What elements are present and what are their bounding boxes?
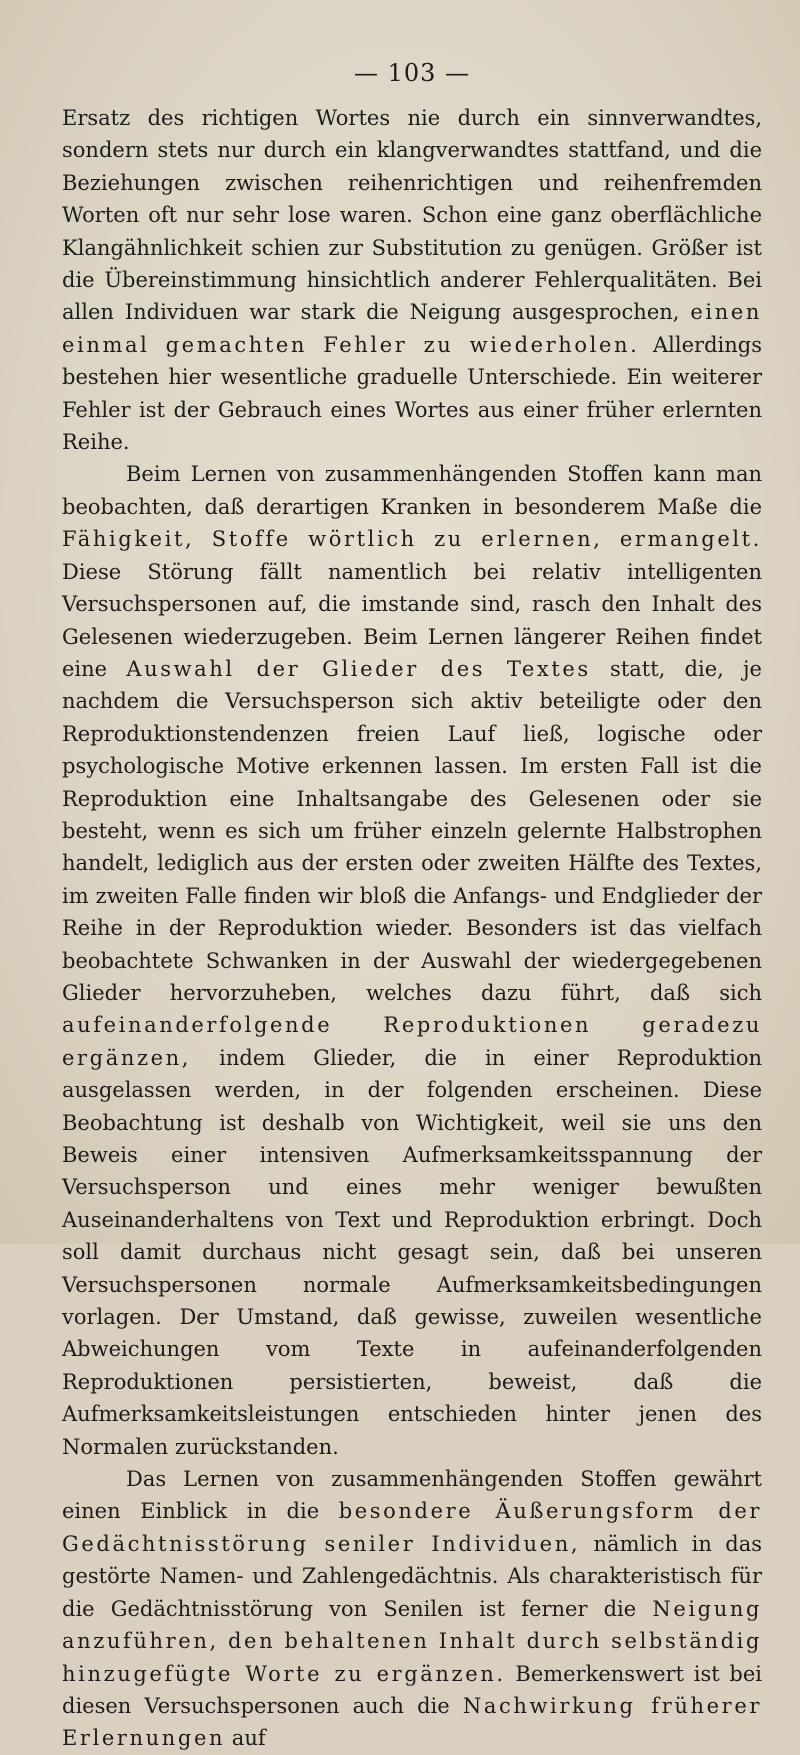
text-run: Diese Störung fällt namentlich bei relativ intelligenten Versuchspersonen auf, die imstande sind, rasch den Inhalt des Gelesenen wiederzugeben. Beim Lernen längerer Reihen findet eine (62, 559, 762, 681)
spaced-emphasis: einen einmal gemachten Fehler zu wiederholen. (62, 300, 762, 357)
spaced-emphasis: Auswahl der Glieder des Textes (126, 656, 591, 681)
spaced-emphasis: aufeinanderfolgende Reproduktionen geradezu ergänzen, (62, 1013, 762, 1070)
spaced-emphasis: Fähigkeit, Stoffe wörtlich zu erlernen, ermangelt. (62, 527, 762, 552)
text-run: Beim Lernen von zusammenhängenden Stoffen kann man beobachten, daß derartigen Kranken in besonderem Maße die (62, 462, 762, 519)
text-run: Bemerkenswert ist bei diesen Versuchspersonen auch die (62, 1661, 762, 1718)
spaced-emphasis: Nachwirkung früherer Erlernungen (62, 1693, 762, 1751)
text-run: auf (225, 1726, 266, 1751)
spaced-emphasis: Neigung anzuführen, den behaltenen Inhalt durch selbständig hinzugefügte Worte zu ergänzen. (62, 1596, 763, 1686)
text-run: Das Lernen von zusammenhängenden Stoffen gewährt einen Einblick in die (62, 1467, 762, 1524)
text-run: indem Glieder, die in einer Reproduktion ausgelassen werden, in der folgenden erscheinen. Diese Beobachtung ist deshalb von Wichtigkeit, weil sie uns den Beweis einer intensiven Aufmerksamkeitsspannung der Versuchsperson und eines mehr weniger bewußten Auseinanderhaltens von Text und Reproduktion erbringt. Doch soll damit durchaus nicht gesagt sein, daß bei unseren Versuchspersonen normale Aufmerksamkeitsbedingungen vorlagen. Der Umstand, daß gewisse, zuweilen wesentliche Abweichungen vom Texte in aufeinanderfolgenden Reproduktionen persistierten, beweist, daß die Aufmerksamkeitsleistungen entschieden hinter jenen des Normalen zurückstanden. (62, 1045, 762, 1459)
text-run: statt, die, je nachdem die Versuchsperson sich aktiv beteiligte oder den Reproduktionstendenzen freien Lauf ließ, logische oder psychologische Motive erkennen lassen. Im ersten Fall ist die Reproduktion eine Inhaltsangabe des Gelesenen oder sie besteht, wenn es sich um früher einzeln gelernte Halbstrophen handelt, lediglich aus der ersten oder zweiten Hälfte des Textes, im zweiten Falle finden wir bloß die Anfangs- und Endglieder der Reihe in der Reproduktion wieder. Besonders ist das vielfach beobachtete Schwanken in der Auswahl der wiedergegebenen Glieder hervorzuheben, welches dazu führt, daß sich (62, 656, 762, 1005)
spaced-emphasis: besondere Äußerungsform der Gedächtnisstörung seniler Individuen, (62, 1499, 762, 1556)
body-text (62, 102, 762, 1755)
page-number: — 103 — (353, 59, 471, 87)
paragraph (62, 1463, 762, 1755)
paragraph (62, 102, 762, 458)
paragraph (62, 458, 762, 1463)
text-run: nämlich in das gestörte Namen- und Zahlengedächtnis. Als charakteristisch für die Gedächtnisstörung von Senilen ist ferner die (62, 1531, 762, 1621)
text-run: Ersatz des richtigen Wortes nie durch ein sinnverwandtes, sondern stets nur durch ein klangverwandtes stattfand, und die Beziehungen zwischen reihenrichtigen und reihenfremden Worten oft nur sehr lose waren. Schon eine ganz oberflächliche Klangähnlichkeit schien zur Substitution zu genügen. Größer ist die Übereinstimmung hinsichtlich anderer Fehlerqualitäten. Bei allen Individuen war stark die Neigung ausgesprochen, (62, 106, 762, 325)
text-run: Allerdings bestehen hier wesentliche graduelle Unterschiede. Ein weiterer Fehler ist der Gebrauch eines Wortes aus einer früher erlernten Reihe. (62, 332, 762, 455)
